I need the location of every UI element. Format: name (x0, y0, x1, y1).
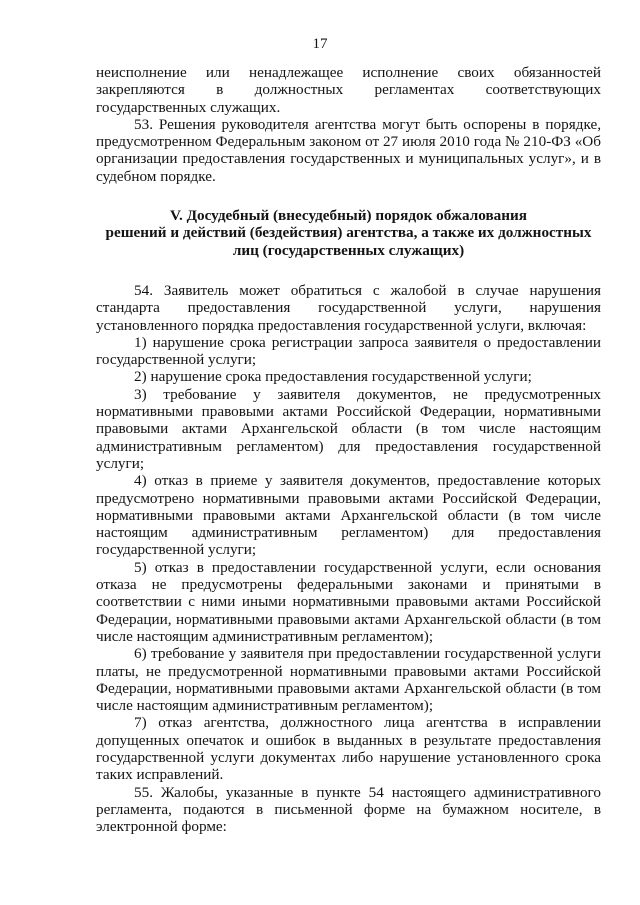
paragraph-continuation: неисполнение или ненадлежащее исполнение своих обязанностей закрепляются в должностных регламентах соответствующих государственных служащих. (96, 64, 601, 116)
list-item-2: 2) нарушение срока предоставления государственной услуги; (134, 368, 532, 386)
list-item-6: 6) требование у заявителя при предоставлении государственной услуги платы, не предусмотренной нормативными правовыми актами Российской Федерации, нормативными правовыми актами Архангельской области (в том числе настоящим административным регламентом); (96, 645, 601, 715)
paragraph-53: 53. Решения руководителя агентства могут быть оспорены в порядке, предусмотренном Федеральным законом от 27 июля 2010 года № 210-ФЗ «Об организации предоставления государственных и муниципальных услуг», и в судебном порядке. (96, 115, 601, 185)
list-item-7: 7) отказ агентства, должностного лица агентства в исправлении допущенных опечаток и ошибок в выданных в результате предоставления государственной услуги документах либо нарушение установленного срока таких исправлений. (96, 714, 601, 784)
section-heading-line-3: лиц (государственных служащих) (232, 241, 465, 259)
list-item-1: 1) нарушение срока регистрации запроса заявителя о предоставлении государственной услуги; (96, 333, 601, 369)
list-item-3: 3) требование у заявителя документов, не предусмотренных нормативными правовыми актами Российской Федерации, нормативными правовыми актами Архангельской области (в том числе настоящим административным регламентом) для предоставления государственной услуги; (96, 385, 601, 472)
list-item-5: 5) отказ в предоставлении государственной услуги, если основания отказа не предусмотрены федеральными законами и принятыми в соответствии с ними иными нормативными правовыми актами Российской Федерации, нормативными правовыми актами Архангельской области (в том числе настоящим административным регламентом); (96, 558, 601, 645)
paragraph-55: 55. Жалобы, указанные в пункте 54 настоящего административного регламента, подаются в письменной форме на бумажном носителе, в электронной форме: (96, 783, 601, 836)
list-item-4: 4) отказ в приеме у заявителя документов, предоставление которых предусмотрено нормативными правовыми актами Российской Федерации, нормативными правовыми актами Архангельской области (в том числе настоящим административным регламентом) для предоставления государственной услуги; (96, 472, 601, 559)
page-number: 17 (312, 36, 328, 52)
section-heading (96, 207, 601, 259)
paragraph-54: 54. Заявитель может обратиться с жалобой в случае нарушения стандарта предоставления государственной услуги, нарушения установленного порядка предоставления государственной услуги, включая: (96, 281, 601, 334)
document-body (96, 64, 601, 835)
section-heading-line-2: решений и действий (бездействия) агентства, а также их должностных (105, 224, 592, 242)
section-heading-line-1: V. Досудебный (внесудебный) порядок обжалования (170, 207, 527, 225)
